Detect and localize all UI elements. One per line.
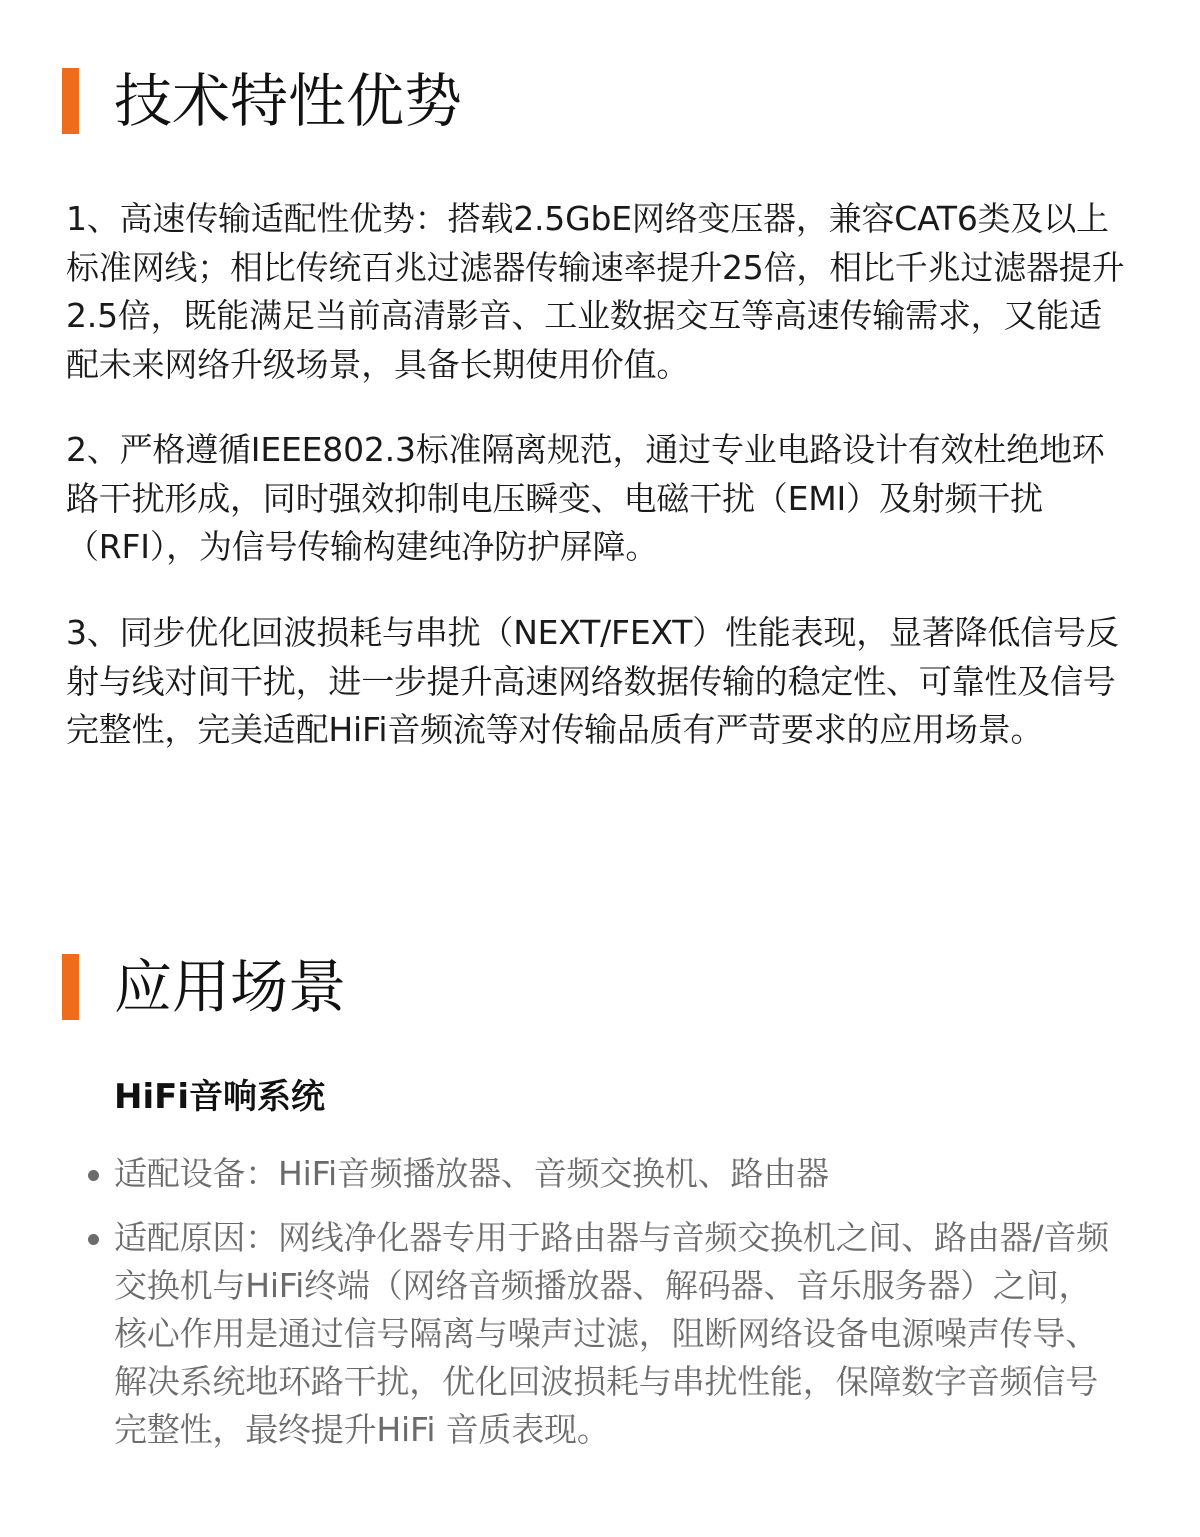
feature-paragraph-2: 2、严格遵循IEEE802.3标准隔离规范，通过专业电路设计有效杜绝地环路干扰形成，同时强效抑制电压瞬变、电磁干扰（EMI）及射频干扰（RFI），为信号传输构建纯净防护屏障。 bbox=[66, 430, 1105, 566]
scenes-section-title: 应用场景 bbox=[114, 953, 347, 1021]
list-item bbox=[88, 1150, 1118, 1198]
features-section-title: 技术特性优势 bbox=[114, 67, 463, 135]
features-section-header bbox=[62, 68, 462, 134]
bullet-text-reason: 适配原因：网线净化器专用于路由器与音频交换机之间、路由器/音频交换机与HiFi终端（网络音频播放器、解码器、音乐服务器）之间，核心作用是通过信号隔离与噪声过滤，阻断网络设备电源噪声传导、解决系统地环路干扰，优化回波损耗与串扰性能，保障数字音频信号完整性，最终提升HiFi 音质表现。 bbox=[114, 1218, 1109, 1449]
bullet-dot-icon bbox=[88, 1234, 99, 1245]
feature-paragraph-3: 3、同步优化回波损耗与串扰（NEXT/FEXT）性能表现，显著降低信号反射与线对间干扰，进一步提升高速网络数据传输的稳定性、可靠性及信号完整性，完美适配HiFi音频流等对传输品质有严苛要求的应用场景。 bbox=[66, 613, 1119, 749]
section-accent-bar bbox=[62, 68, 79, 134]
scenes-section-header bbox=[62, 954, 346, 1020]
section-accent-bar bbox=[62, 954, 79, 1020]
bullet-dot-icon bbox=[88, 1170, 99, 1181]
feature-paragraph-1: 1、高速传输适配性优势：搭载2.5GbE网络变压器，兼容CAT6类及以上标准网线；相比传统百兆过滤器传输速率提升25倍，相比千兆过滤器提升2.5倍，既能满足当前高清影音、工业数据交互等高速传输需求，又能适配未来网络升级场景，具备长期使用价值。 bbox=[66, 199, 1125, 384]
bullet-text-devices: 适配设备：HiFi音频播放器、音频交换机、路由器 bbox=[114, 1154, 829, 1193]
scene-bullet-list bbox=[88, 1150, 1118, 1470]
list-item bbox=[88, 1214, 1118, 1454]
hifi-subtitle: HiFi音响系统 bbox=[114, 1077, 325, 1117]
